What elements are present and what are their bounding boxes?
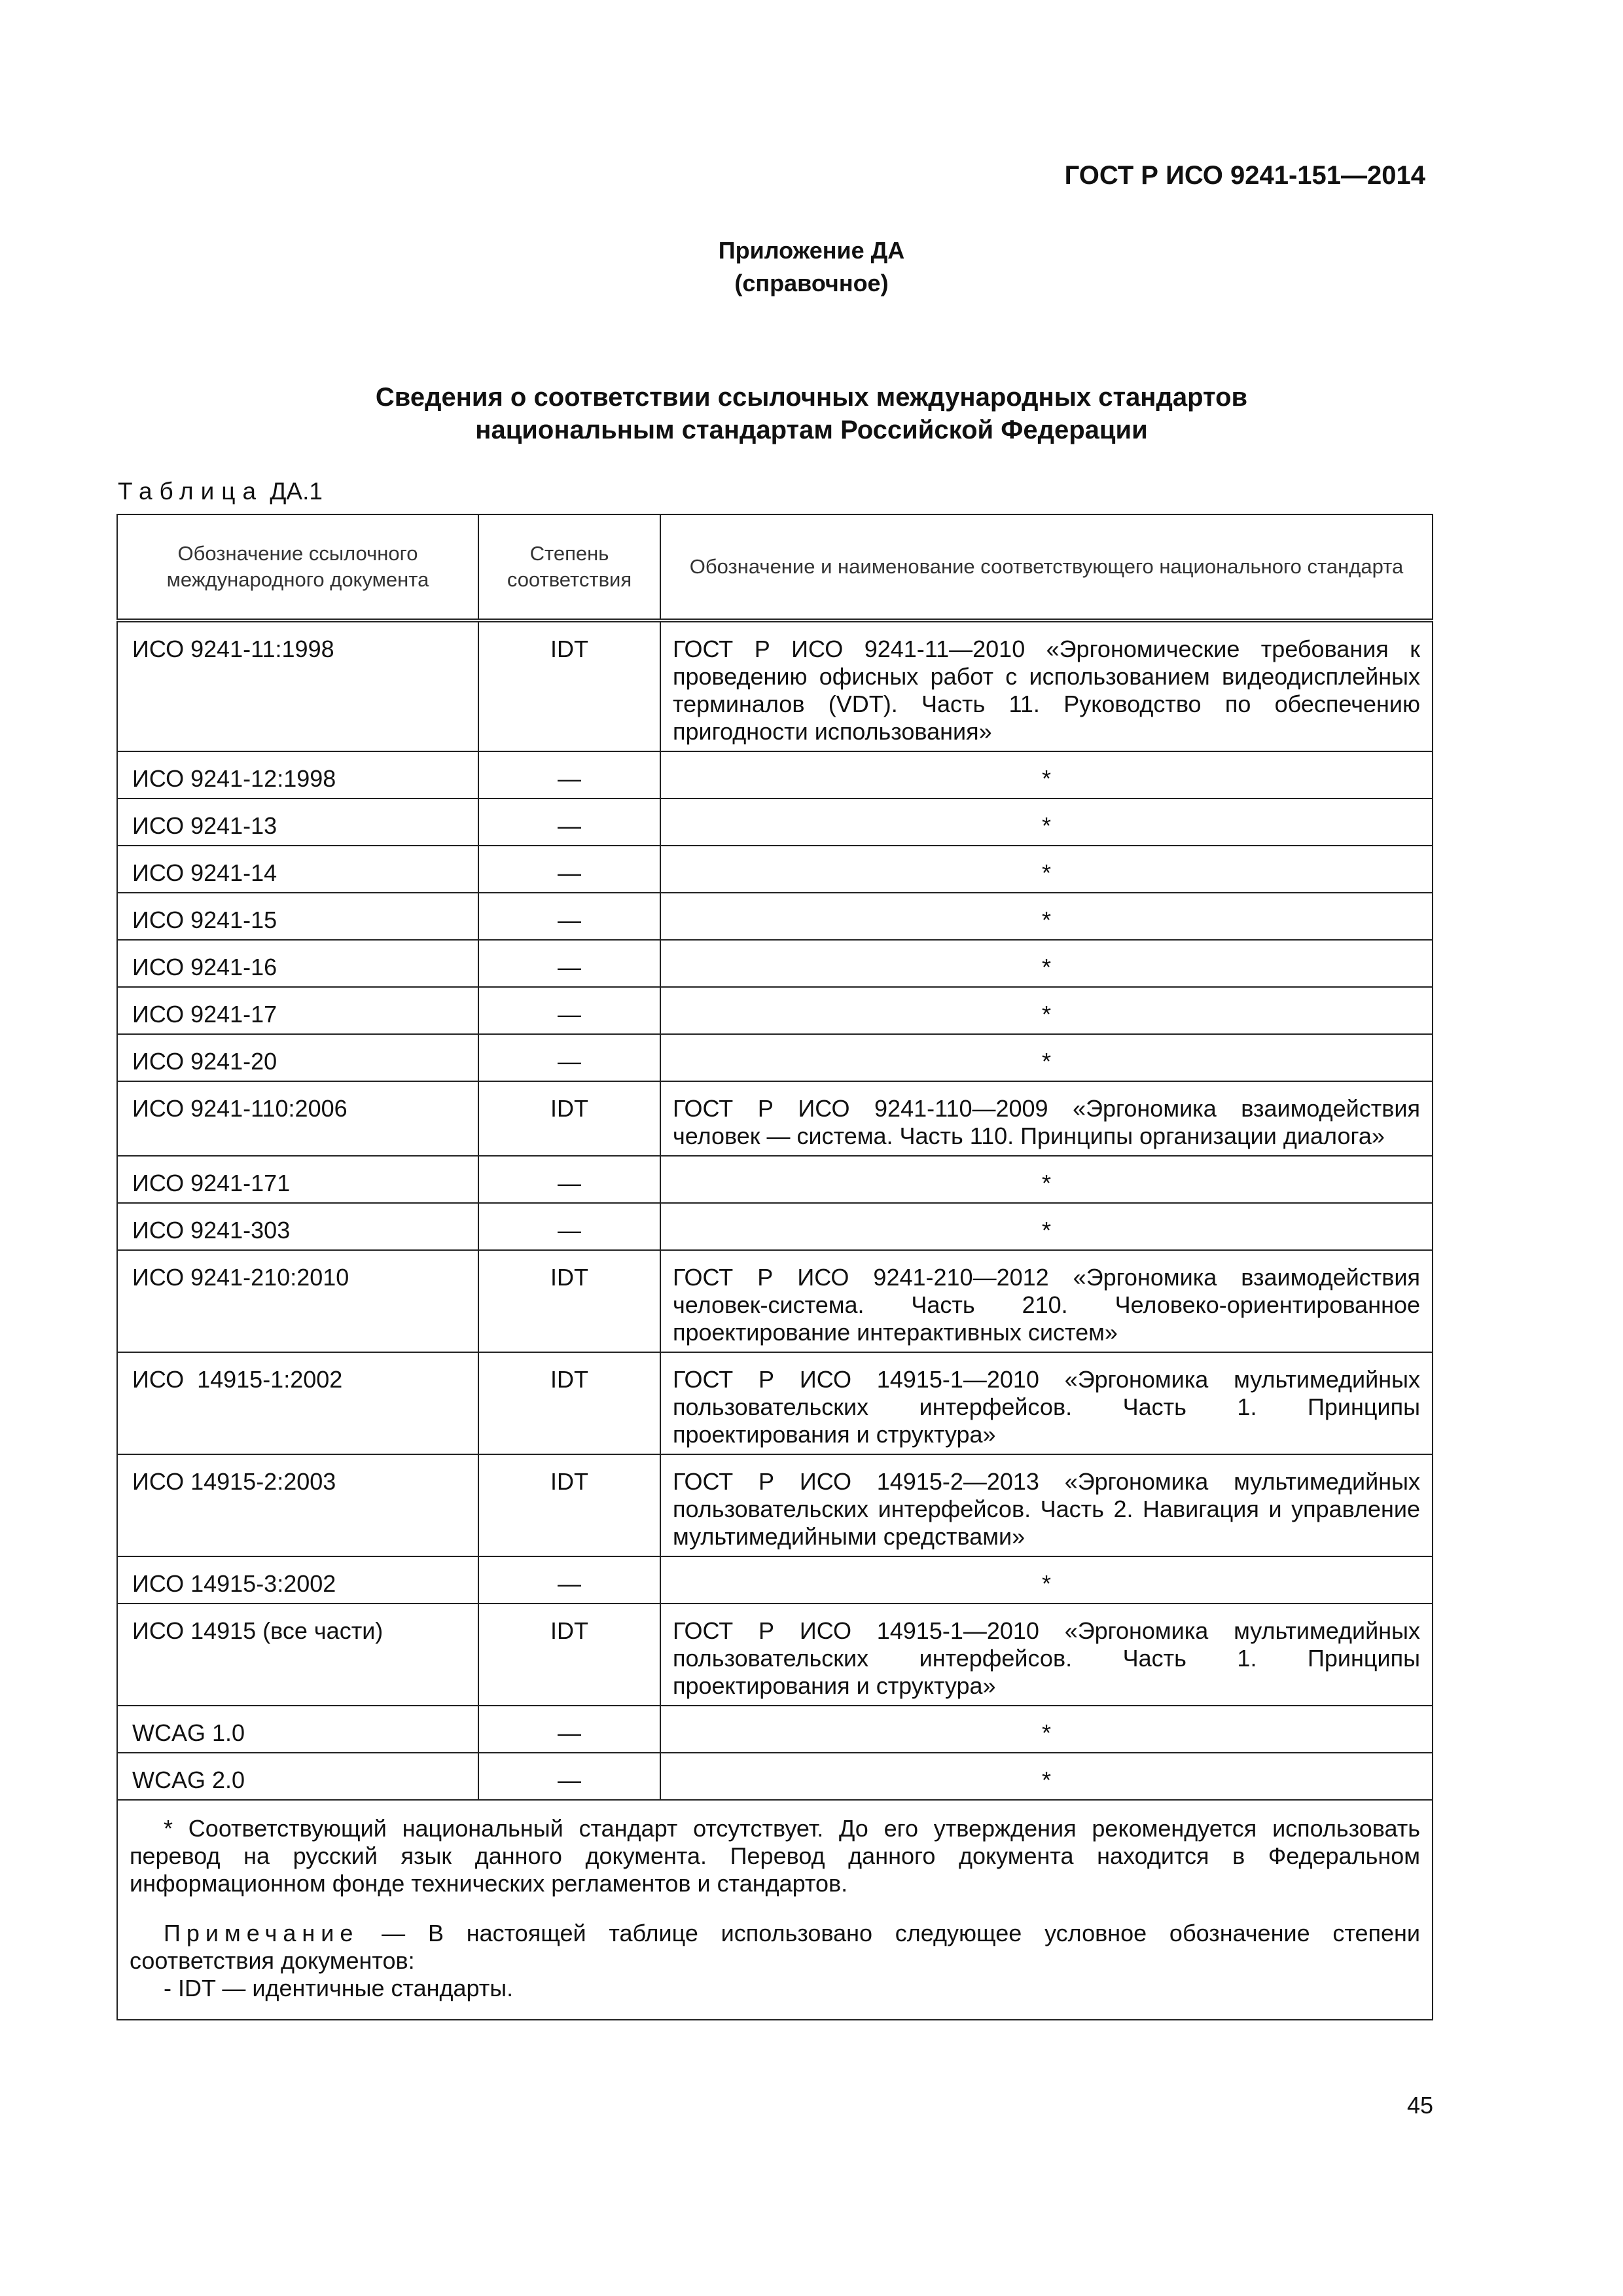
international-doc-cell: ИСО 9241-14 (117, 846, 478, 893)
note-list-item: - IDT — идентичные стандарты. (164, 1975, 514, 2001)
national-standard-cell: * (660, 987, 1433, 1034)
table-row (117, 1034, 1433, 1081)
national-standard-cell: * (660, 751, 1433, 798)
table-row (117, 846, 1433, 893)
degree-cell: — (478, 798, 660, 846)
international-doc-cell: ИСО 9241-110:2006 (117, 1081, 478, 1156)
international-doc-cell: ИСО 9241-15 (117, 893, 478, 940)
table-row (117, 1203, 1433, 1250)
degree-cell: IDT (478, 620, 660, 751)
degree-cell: — (478, 893, 660, 940)
table-row (117, 1604, 1433, 1706)
degree-cell: — (478, 1203, 660, 1250)
note-paragraph (130, 1920, 1420, 1975)
table-row (117, 1706, 1433, 1753)
degree-cell: — (478, 751, 660, 798)
degree-cell: — (478, 987, 660, 1034)
international-doc-cell: ИСО 9241-303 (117, 1203, 478, 1250)
national-standard-cell: * (660, 798, 1433, 846)
header-international: Обозначение ссылочного международного документа (117, 514, 478, 620)
international-doc-cell: WCAG 1.0 (117, 1706, 478, 1753)
note-label: Примечание (164, 1920, 359, 1946)
international-doc-cell: ИСО 9241-12:1998 (117, 751, 478, 798)
table-label (118, 478, 323, 505)
national-standard-cell: ГОСТ Р ИСО 9241-11—2010 «Эргономические требования к проведению офисных работ с использованием видеодисплейных терминалов (VDT). Часть 11. Руководство по обеспечению пригодности использования» (660, 620, 1433, 751)
section-heading (0, 381, 1623, 446)
table-row (117, 1556, 1433, 1604)
header-degree: Степень соответствия (478, 514, 660, 620)
degree-cell: — (478, 1556, 660, 1604)
degree-cell: — (478, 846, 660, 893)
appendix-title: Приложение ДА (718, 237, 905, 264)
international-doc-cell: ИСО 9241-17 (117, 987, 478, 1034)
international-doc-cell: WCAG 2.0 (117, 1753, 478, 1800)
appendix-header (0, 234, 1623, 300)
international-doc-cell: ИСО 9241-13 (117, 798, 478, 846)
national-standard-cell: * (660, 846, 1433, 893)
national-standard-cell: * (660, 1156, 1433, 1203)
header-national: Обозначение и наименование соответствующего национального стандарта (660, 514, 1433, 620)
table-row (117, 620, 1433, 751)
appendix-type: (справочное) (734, 270, 889, 296)
degree-cell: IDT (478, 1454, 660, 1556)
footnote-text: * Соответствующий национальный стандарт отсутствует. До его утверждения рекомендуется использовать перевод на русский язык данного документа. Перевод данного документа находится в Федеральном информационном фонде технических регламентов и стандартов. (130, 1815, 1420, 1897)
degree-cell: IDT (478, 1604, 660, 1706)
international-doc-cell: ИСО 14915-2:2003 (117, 1454, 478, 1556)
national-standard-cell: * (660, 1706, 1433, 1753)
national-standard-cell: * (660, 1556, 1433, 1604)
table-header-row (117, 514, 1433, 620)
national-standard-cell: * (660, 940, 1433, 987)
table-row (117, 1156, 1433, 1203)
degree-cell: — (478, 1706, 660, 1753)
international-doc-cell: ИСО 9241-11:1998 (117, 620, 478, 751)
national-standard-cell: * (660, 1034, 1433, 1081)
table-row (117, 940, 1433, 987)
degree-cell: IDT (478, 1250, 660, 1352)
national-standard-cell: ГОСТ Р ИСО 9241-210—2012 «Эргономика взаимодействия человек-система. Часть 210. Человеко-ориентированное проектирование интерактивных систем» (660, 1250, 1433, 1352)
national-standard-cell: ГОСТ Р ИСО 14915-1—2010 «Эргономика мультимедийных пользовательских интерфейсов. Часть 1. Принципы проектирования и структура» (660, 1604, 1433, 1706)
international-doc-cell: ИСО 14915-3:2002 (117, 1556, 478, 1604)
table-row (117, 751, 1433, 798)
table-footnote-cell (117, 1800, 1433, 2020)
international-doc-cell: ИСО 9241-210:2010 (117, 1250, 478, 1352)
table-row (117, 1753, 1433, 1800)
degree-cell: — (478, 1034, 660, 1081)
document-code: ГОСТ Р ИСО 9241-151—2014 (1064, 161, 1425, 190)
degree-cell: IDT (478, 1081, 660, 1156)
table-row (117, 1352, 1433, 1454)
table-footnote-row (117, 1800, 1433, 2020)
degree-cell: IDT (478, 1352, 660, 1454)
table-label-number: ДА.1 (270, 478, 323, 505)
table-row (117, 798, 1433, 846)
table-row (117, 1250, 1433, 1352)
table-row (117, 1454, 1433, 1556)
degree-cell: — (478, 1156, 660, 1203)
standards-table (116, 514, 1433, 2020)
international-doc-cell: ИСО 14915 (все части) (117, 1604, 478, 1706)
national-standard-cell: * (660, 1203, 1433, 1250)
national-standard-cell: * (660, 893, 1433, 940)
national-standard-cell: ГОСТ Р ИСО 14915-2—2013 «Эргономика мультимедийных пользовательских интерфейсов. Часть 2. Навигация и управление мультимедийными средствами» (660, 1454, 1433, 1556)
international-doc-cell: ИСО 9241-16 (117, 940, 478, 987)
table-row (117, 893, 1433, 940)
heading-line-2: национальным стандартам Российской Федерации (475, 416, 1148, 444)
note-text: — В настоящей таблице использовано следующее условное обозначение степени соответствия документов: (130, 1920, 1420, 1974)
table-body (117, 620, 1433, 2020)
table-label-word: Таблица (118, 478, 264, 505)
degree-cell: — (478, 940, 660, 987)
international-doc-cell: ИСО 9241-20 (117, 1034, 478, 1081)
table-row (117, 1081, 1433, 1156)
national-standard-cell: * (660, 1753, 1433, 1800)
page-number: 45 (1406, 2092, 1433, 2119)
degree-cell: — (478, 1753, 660, 1800)
international-doc-cell: ИСО 14915-1:2002 (117, 1352, 478, 1454)
international-doc-cell: ИСО 9241-171 (117, 1156, 478, 1203)
table-row (117, 987, 1433, 1034)
national-standard-cell: ГОСТ Р ИСО 14915-1—2010 «Эргономика мультимедийных пользовательских интерфейсов. Часть 1. Принципы проектирования и структура» (660, 1352, 1433, 1454)
heading-line-1: Сведения о соответствии ссылочных международных стандартов (375, 383, 1248, 412)
national-standard-cell: ГОСТ Р ИСО 9241-110—2009 «Эргономика взаимодействия человек — система. Часть 110. Принципы организации диалога» (660, 1081, 1433, 1156)
